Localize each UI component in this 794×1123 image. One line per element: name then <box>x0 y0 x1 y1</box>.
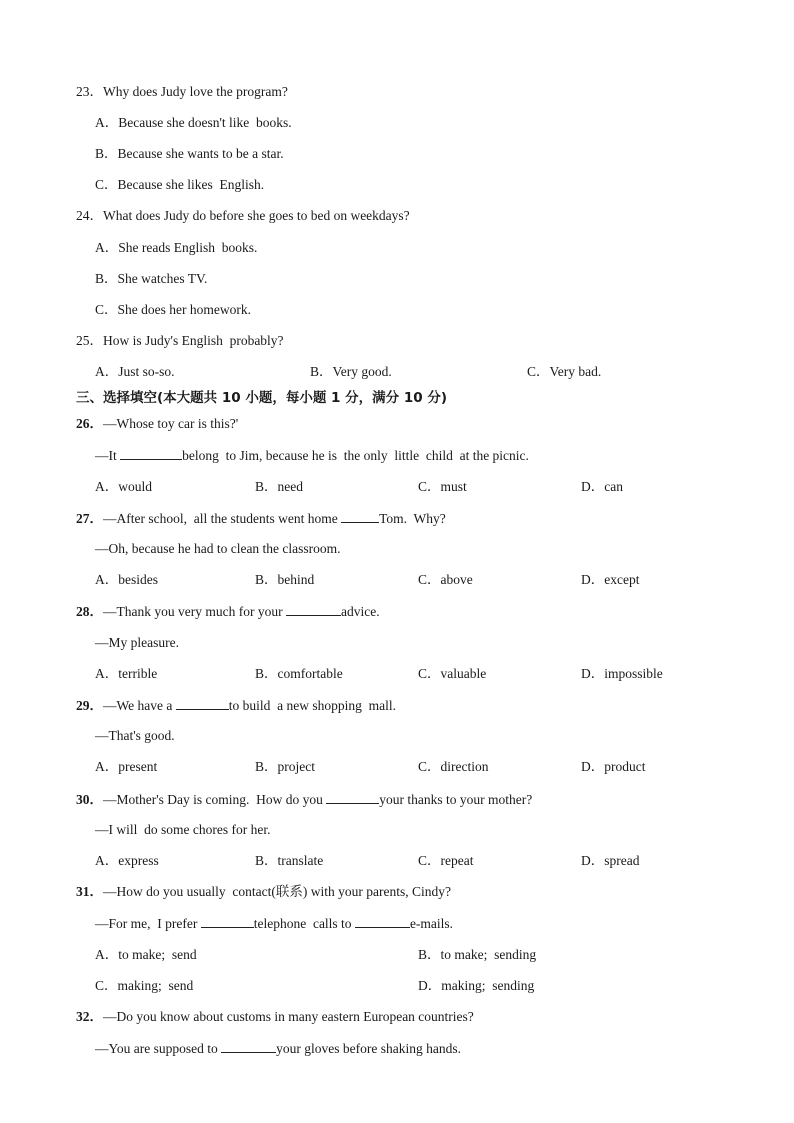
dialogue-text: Tom. Why? <box>379 511 446 526</box>
dialogue-text: —Mother's Day is coming. How do you <box>103 792 327 807</box>
answer-blank <box>120 447 182 460</box>
question-24-stem: 24．What does Judy do before she goes to bed on weekdays? <box>76 208 410 223</box>
question-32-line1 <box>76 1009 474 1025</box>
question-number: 28． <box>76 604 103 619</box>
option-28b: B．comfortable <box>255 666 343 681</box>
dialogue-text: telephone calls to <box>253 916 355 931</box>
option-25a: A．Just so-so. <box>95 364 175 379</box>
option-26a: A．would <box>95 479 152 494</box>
dialogue-text: —For me, I prefer <box>95 916 201 931</box>
option-24a: A．She reads English books. <box>95 240 258 255</box>
answer-blank <box>221 1040 276 1053</box>
option-28d: D．impossible <box>581 666 663 681</box>
option-29b: B．project <box>255 759 315 774</box>
question-30-line1 <box>76 791 532 808</box>
option-29a: A．present <box>95 759 158 774</box>
answer-blank <box>355 915 410 928</box>
option-30d: D．spread <box>581 853 640 868</box>
option-26b: B．need <box>255 479 303 494</box>
option-31b: B．to make; sending <box>418 947 537 962</box>
dialogue-text: —We have a <box>103 698 176 713</box>
dialogue-text: —You are supposed to <box>95 1041 222 1056</box>
dialogue-line: —Whose toy car is this?' <box>103 416 239 431</box>
dialogue-text: —Do you know about customs in many eastern European countries? <box>103 1009 474 1024</box>
option-27a: A．besides <box>95 572 158 587</box>
answer-blank <box>326 791 379 804</box>
option-27b: B．behind <box>255 572 315 587</box>
option-29d: D．product <box>581 759 646 774</box>
option-23a: A．Because she doesn't like books. <box>95 115 292 130</box>
option-31a: A．to make; send <box>95 947 197 962</box>
question-28-line1 <box>76 603 380 620</box>
option-27d: D．except <box>581 572 640 587</box>
question-30-line2: —I will do some chores for her. <box>95 822 271 837</box>
question-26-line2 <box>95 447 529 464</box>
question-27-line2: —Oh, because he had to clean the classroom. <box>95 541 341 556</box>
option-26d: D．can <box>581 479 623 494</box>
answer-blank <box>286 603 341 616</box>
question-23-stem: 23．Why does Judy love the program? <box>76 84 288 99</box>
option-24b: B．She watches TV. <box>95 271 208 286</box>
option-28a: A．terrible <box>95 666 158 681</box>
option-29c: C．direction <box>418 759 489 774</box>
option-24c: C．She does her homework. <box>95 302 251 317</box>
question-29-line1 <box>76 697 396 714</box>
section-3-heading: 三、选择填空(本大题共 10 小题，每小题 1 分，满分 10 分) <box>76 390 448 406</box>
question-number: 29． <box>76 698 103 713</box>
dialogue-text: —It <box>95 448 121 463</box>
dialogue-text: —Thank you very much for your <box>103 604 286 619</box>
dialogue-text: advice. <box>340 604 380 619</box>
question-26-line1 <box>76 416 238 432</box>
dialogue-text: your gloves before shaking hands. <box>276 1041 461 1056</box>
question-25-stem: 25．How is Judy's English probably? <box>76 333 284 348</box>
option-30c: C．repeat <box>418 853 474 868</box>
answer-blank <box>341 510 379 523</box>
option-30a: A．express <box>95 853 159 868</box>
question-number: 27． <box>76 511 103 526</box>
option-26c: C．must <box>418 479 467 494</box>
question-number: 30． <box>76 792 103 807</box>
question-number: 31． <box>76 884 103 899</box>
answer-blank <box>201 915 254 928</box>
question-31-line1 <box>76 884 451 900</box>
dialogue-text: belong to Jim, because he is the only little child at the picnic. <box>182 448 529 463</box>
question-28-line2: —My pleasure. <box>95 635 179 650</box>
option-27c: C．above <box>418 572 473 587</box>
option-31c: C．making; send <box>95 978 194 993</box>
question-32-line2 <box>95 1040 461 1057</box>
option-25b: B．Very good. <box>310 364 392 379</box>
question-31-line2 <box>95 915 453 932</box>
question-27-line1 <box>76 510 446 527</box>
dialogue-text: —After school, all the students went home <box>103 511 342 526</box>
dialogue-text: to build a new shopping mall. <box>228 698 396 713</box>
dialogue-text: e-mails. <box>409 916 454 931</box>
question-number: 32． <box>76 1009 103 1024</box>
option-31d: D．making; sending <box>418 978 535 993</box>
question-29-line2: —That's good. <box>95 728 175 743</box>
option-30b: B．translate <box>255 853 324 868</box>
option-23c: C．Because she likes English. <box>95 177 265 192</box>
dialogue-text: —How do you usually contact(联系) with your parents, Cindy? <box>103 884 451 899</box>
option-23b: B．Because she wants to be a star. <box>95 146 284 161</box>
option-25c: C．Very bad. <box>527 364 602 379</box>
answer-blank <box>176 697 229 710</box>
dialogue-text: your thanks to your mother? <box>379 792 533 807</box>
option-28c: C．valuable <box>418 666 487 681</box>
question-number: 26． <box>76 416 103 431</box>
